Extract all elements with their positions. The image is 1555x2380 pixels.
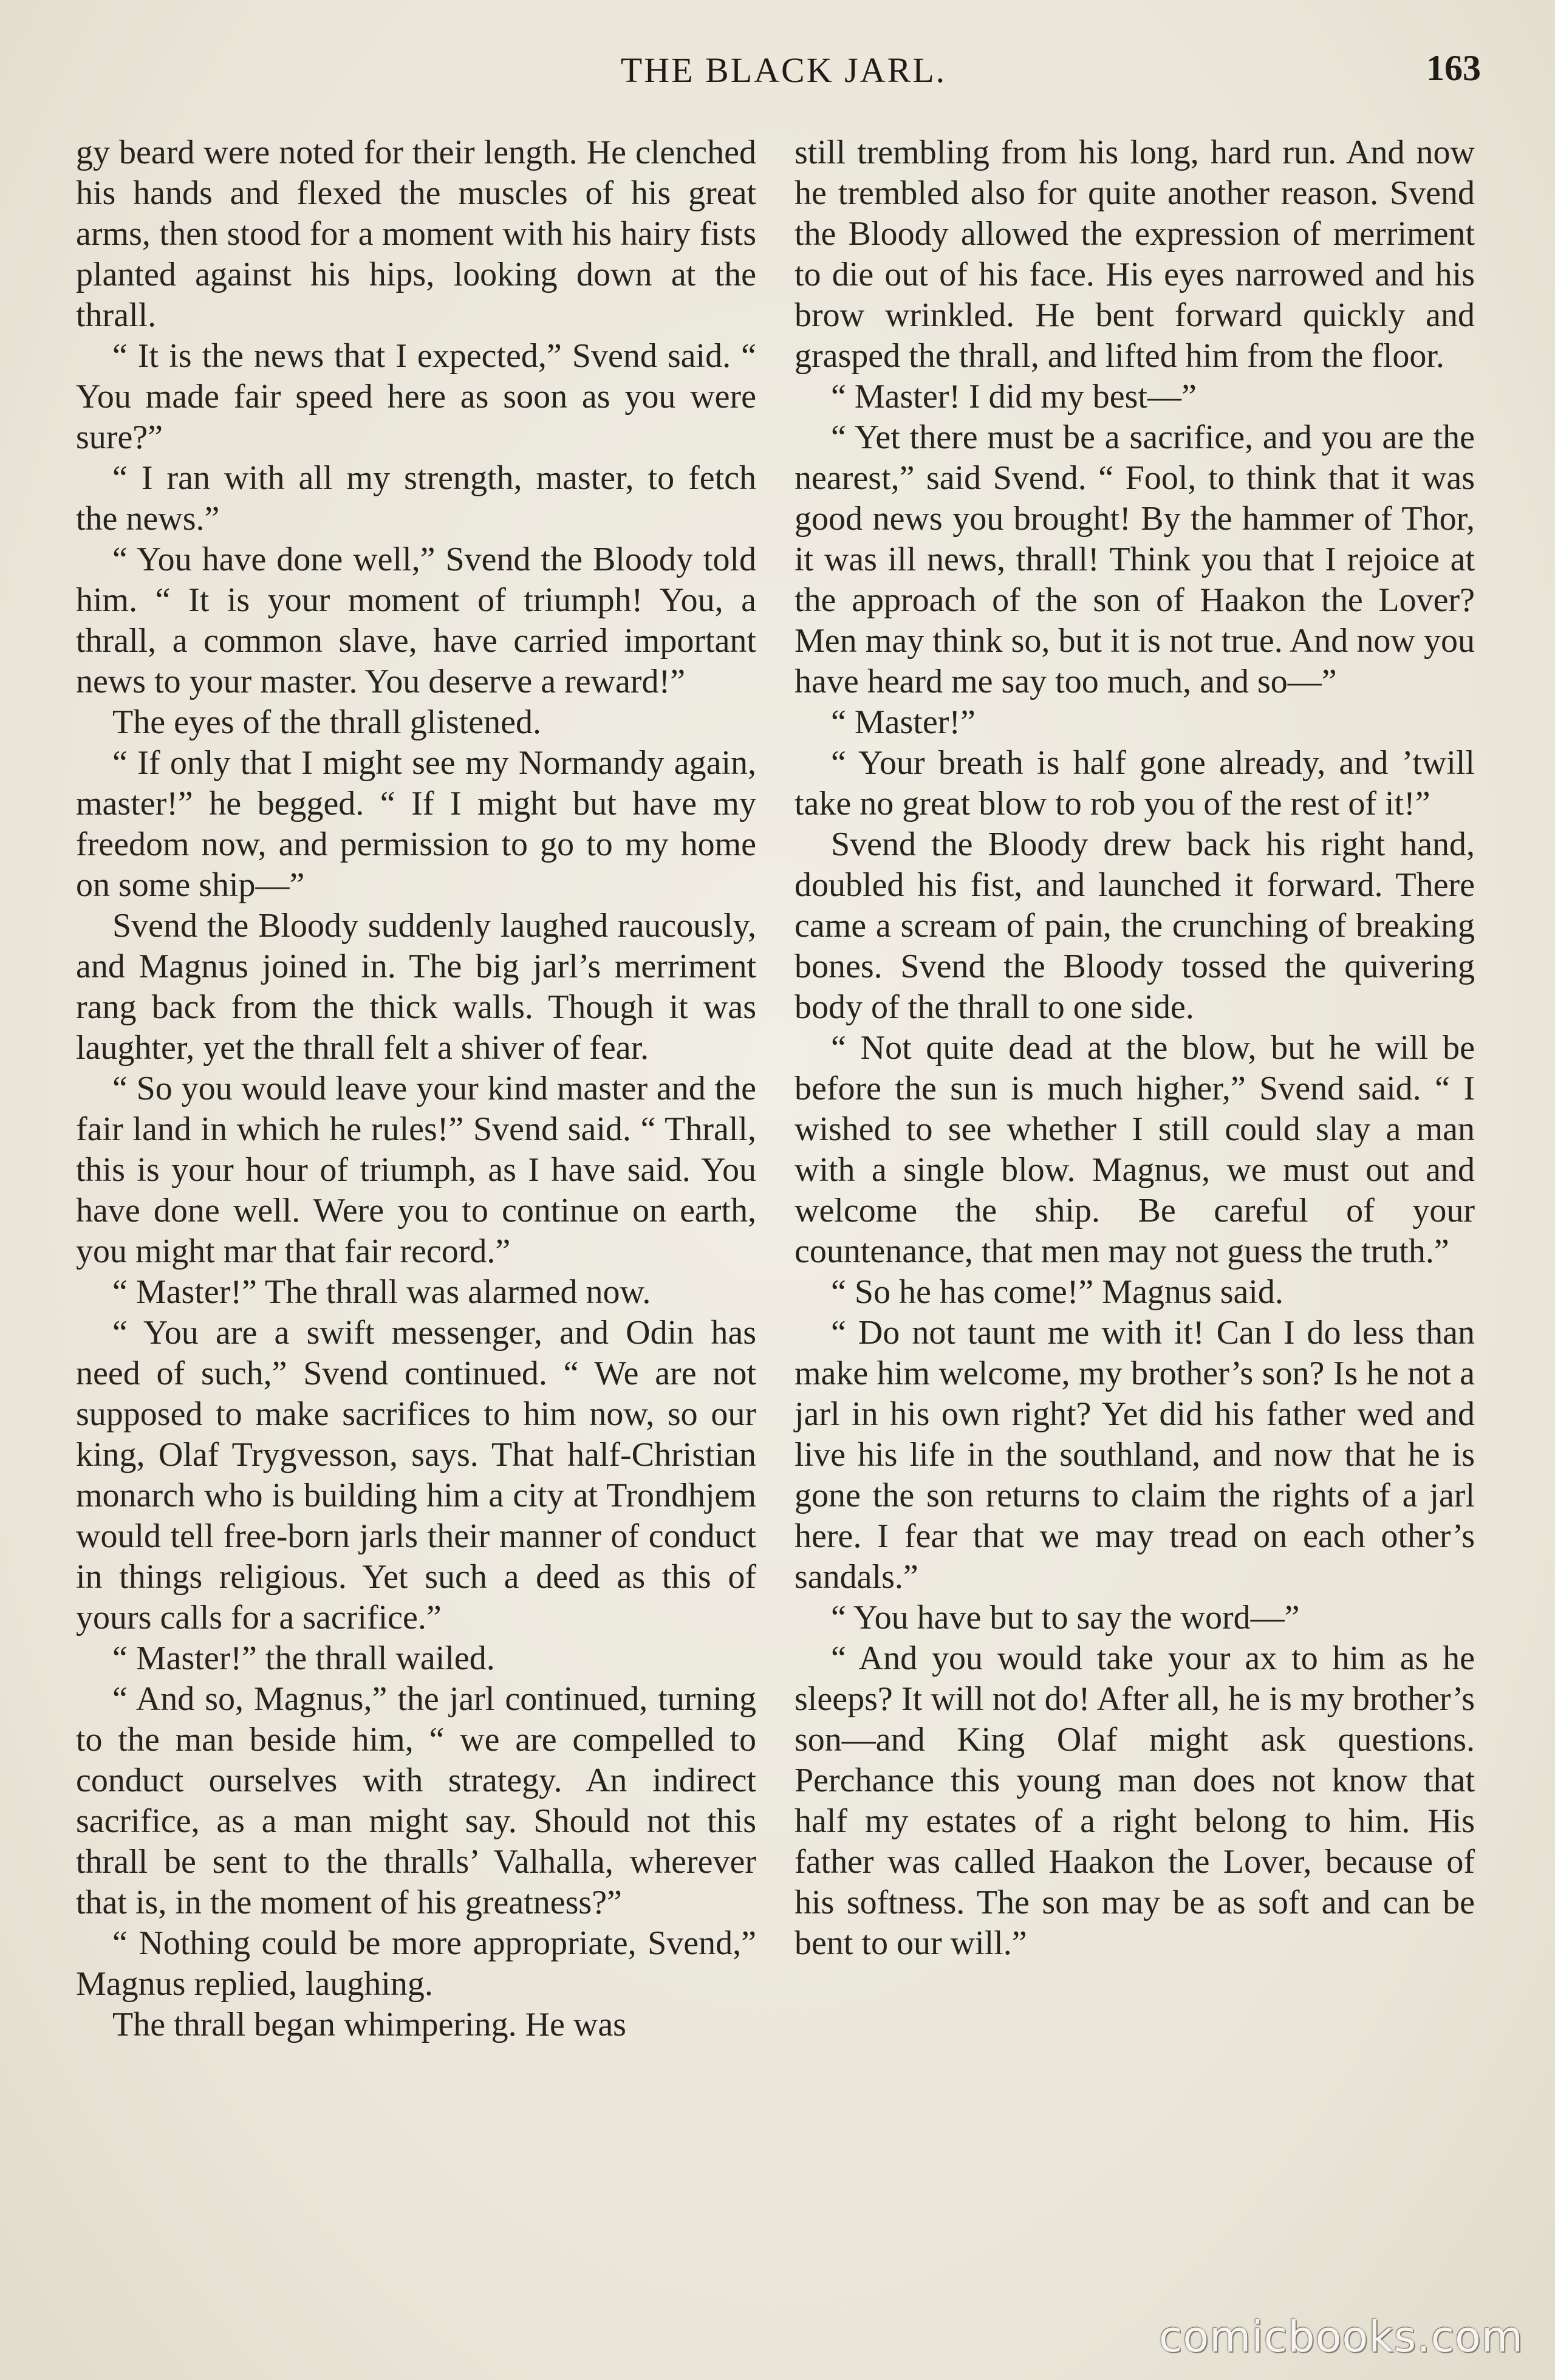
right-text-column <box>795 132 1475 1964</box>
paragraph: “ Nothing could be more appropriate, Svend,” Magnus replied, laughing. <box>76 1924 756 2003</box>
paragraph: “ And you would take your ax to him as he sleeps? It will not do! After all, he is my brother’s son—and King Olaf might ask questions. Perchance this young man does not know that half my estates of a right belong to him. His father was called Haakon the Lover, because of his softness. The son may be as soft and can be bent to our will.” <box>795 1640 1475 1962</box>
paragraph: “ Do not taunt me with it! Can I do less than make him welcome, my brother’s son? Is he not a jarl in his own right? Yet did his father wed and live his life in the southland, and now that he is gone the son returns to claim the rights of a jarl here. I fear that we may tread on each other’s sandals.” <box>795 1314 1475 1596</box>
paragraph: “ Master!” The thrall was alarmed now. <box>112 1273 651 1311</box>
paragraph: “ Master!” <box>831 703 976 741</box>
paragraph: Svend the Bloody suddenly laughed raucously, and Magnus joined in. The big jarl’s merriment rang back from the thick walls. Though it was laughter, yet the thrall felt a shiver of fear. <box>76 907 756 1067</box>
paragraph: “ And so, Magnus,” the jarl continued, turning to the man beside him, “ we are compelled to conduct ourselves with strategy. An indirect sacrifice, as a man might say. Should not this thrall be sent to the thralls’ Valhalla, wherever that is, in the moment of his greatness?” <box>76 1680 756 1921</box>
paragraph: “ Yet there must be a sacrifice, and you are the nearest,” said Svend. “ Fool, to think that it was good news you brought! By the hammer of Thor, it was ill news, thrall! Think you that I rejoice at the approach of the son of Haakon the Lover? Men may think so, but it is not true. And now you have heard me say too much, and so—” <box>795 419 1475 700</box>
paragraph: “ You have but to say the word—” <box>831 1599 1300 1636</box>
paragraph: “ Master!” the thrall wailed. <box>112 1640 495 1677</box>
watermark-text: comicbooks.com <box>1158 2312 1523 2362</box>
paragraph: “ Not quite dead at the blow, but he will be before the sun is much higher,” Svend said. “ I wished to see whether I still could slay a man with a single blow. Magnus, we must out and welcome the ship. Be careful of your countenance, that men may not guess the truth.” <box>795 1029 1475 1270</box>
paragraph: “ You are a swift messenger, and Odin has need of such,” Svend continued. “ We are not supposed to make sacrifices to him now, so our king, Olaf Trygvesson, says. That half-Christian monarch who is building him a city at Trondhjem would tell free-born jarls their manner of conduct in things religious. Yet such a deed as this of yours calls for a sacrifice.” <box>76 1314 756 1636</box>
left-text-column <box>76 132 756 2045</box>
paragraph: “ Master! I did my best—” <box>831 378 1197 415</box>
paragraph: still trembling from his long, hard run. And now he trembled also for quite another reason. Svend the Bloody allowed the expression of merriment to die out of his face. His eyes narrowed and his brow wrinkled. He bent forward quickly and grasped the thrall, and lifted him from the floor. <box>795 134 1475 375</box>
paragraph: “ I ran with all my strength, master, to fetch the news.” <box>76 459 756 538</box>
paragraph: “ So he has come!” Magnus said. <box>831 1273 1283 1311</box>
paragraph: The thrall began whimpering. He was <box>112 2006 626 2043</box>
paragraph: “ You have done well,” Svend the Bloody told him. “ It is your moment of triumph! You, a thrall, a common slave, have carried important news to your master. You deserve a reward!” <box>76 541 756 700</box>
paragraph: “ So you would leave your kind master and the fair land in which he rules!” Svend said. “ Thrall, this is your hour of triumph, as I have said. You have done well. Were you to continue on earth, you might mar that fair record.” <box>76 1070 756 1270</box>
paragraph: “ It is the news that I expected,” Svend said. “ You made fair speed here as soon as you were sure?” <box>76 337 756 456</box>
paragraph: gy beard were noted for their length. He clenched his hands and flexed the muscles of his great arms, then stood for a moment with his hairy fists planted against his hips, looking down at the thrall. <box>76 134 756 334</box>
page-number: 163 <box>1426 48 1481 88</box>
paragraph: “ If only that I might see my Normandy again, master!” he begged. “ If I might but have my freedom now, and permission to go to my home on some ship—” <box>76 744 756 904</box>
paragraph: Svend the Bloody drew back his right hand, doubled his fist, and launched it forward. There came a scream of pain, the crunching of breaking bones. Svend the Bloody tossed the quivering body of the thrall to one side. <box>795 826 1475 1026</box>
paragraph: The eyes of the thrall glistened. <box>112 703 541 741</box>
paragraph: “ Your breath is half gone already, and ’twill take no great blow to rob you of the rest of it!” <box>795 744 1475 822</box>
running-head-title: THE BLACK JARL. <box>620 50 947 90</box>
